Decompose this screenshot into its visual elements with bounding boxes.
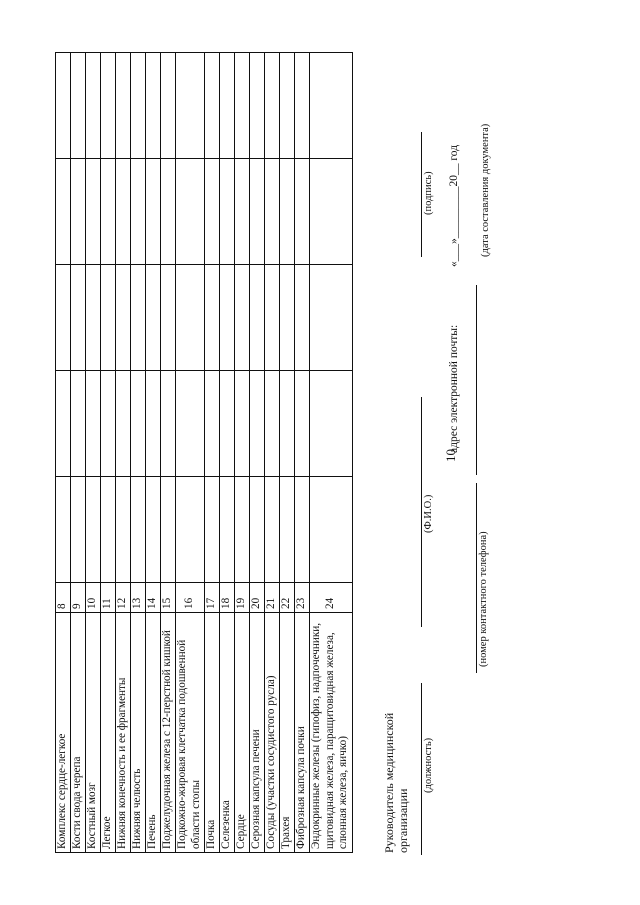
signature-title: Руководитель медицинской организации [382,712,410,853]
organ-name-cell: Легкое [101,613,116,853]
page-number: 10 [443,449,458,462]
row-number-cell: 20 [250,583,265,613]
phone-line [476,483,477,673]
empty-cell[interactable] [101,477,116,583]
row-number-cell: 21 [265,583,280,613]
organ-name-cell: Серозная капсула печени [250,613,265,853]
empty-cell[interactable] [161,53,176,159]
empty-cell[interactable] [265,159,280,265]
sign-line [421,132,422,257]
empty-cell[interactable] [265,477,280,583]
row-number-cell: 12 [116,583,131,613]
row-number-cell: 24 [310,583,353,613]
organ-name-cell: Кости свода черепа [71,613,86,853]
organ-name-cell: Комплекс сердце-легкое [56,613,71,853]
empty-cell[interactable] [146,53,161,159]
organ-name-cell: Нижняя конечность и ее фрагменты [116,613,131,853]
table-row [101,53,116,853]
empty-cell[interactable] [250,371,265,477]
empty-cell[interactable] [250,265,265,371]
empty-cell[interactable] [280,371,295,477]
name-caption: (Ф.И.О.) [423,494,434,533]
empty-cell[interactable] [295,477,310,583]
row-number-cell: 18 [220,583,235,613]
empty-cell[interactable] [56,53,71,159]
empty-cell[interactable] [295,371,310,477]
position-line [421,683,422,855]
organ-name-cell: Печень [146,613,161,853]
empty-cell[interactable] [86,159,101,265]
empty-cell[interactable] [56,265,71,371]
organs-table [55,52,353,853]
empty-cell[interactable] [220,265,235,371]
empty-cell[interactable] [116,371,131,477]
organ-name-cell: Сердце [235,613,250,853]
row-number-cell: 22 [280,583,295,613]
empty-cell[interactable] [86,265,101,371]
organ-name-cell: Трахея [280,613,295,853]
table-row [310,53,353,853]
empty-cell[interactable] [116,159,131,265]
empty-cell[interactable] [205,265,220,371]
position-caption: (должность) [423,737,434,793]
empty-cell[interactable] [235,159,250,265]
table-row [250,53,265,853]
empty-cell[interactable] [101,159,116,265]
row-number-cell: 23 [295,583,310,613]
empty-cell[interactable] [235,371,250,477]
name-line [421,397,422,627]
empty-cell[interactable] [161,265,176,371]
empty-cell[interactable] [71,371,86,477]
empty-cell[interactable] [265,53,280,159]
empty-cell[interactable] [265,265,280,371]
empty-cell[interactable] [295,265,310,371]
empty-cell[interactable] [71,265,86,371]
empty-cell[interactable] [280,159,295,265]
table-row [265,53,280,853]
organ-name-cell: Нижняя челюсть [131,613,146,853]
empty-cell[interactable] [56,477,71,583]
table-row [235,53,250,853]
empty-cell[interactable] [146,477,161,583]
organ-name-cell: Сосуды (участки сосудистого русла) [265,613,280,853]
phone-caption: (номер контактного телефона) [478,531,489,667]
organ-name-cell: Почка [205,613,220,853]
table-row [280,53,295,853]
empty-cell[interactable] [116,53,131,159]
empty-cell[interactable] [131,159,146,265]
empty-cell[interactable] [235,477,250,583]
row-number-cell: 11 [101,583,116,613]
empty-cell[interactable] [220,53,235,159]
empty-cell[interactable] [176,265,205,371]
row-number-cell: 9 [71,583,86,613]
empty-cell[interactable] [56,371,71,477]
row-number-cell: 16 [176,583,205,613]
organ-name-cell: Костный мозг [86,613,101,853]
empty-cell[interactable] [86,53,101,159]
sign-caption: (подпись) [423,171,434,215]
organ-name-cell: Поджелудочная железа с 12-перстной кишкой [161,613,176,853]
email-label: адрес электронной почты: [448,324,460,453]
empty-cell[interactable] [176,53,205,159]
organ-name-cell: Подкожно-жировая клетчатка подошвенной области стопы [176,613,205,853]
empty-cell[interactable] [146,159,161,265]
empty-cell[interactable] [205,159,220,265]
table-row [176,53,205,853]
empty-cell[interactable] [310,477,353,583]
empty-cell[interactable] [116,477,131,583]
empty-cell[interactable] [250,477,265,583]
table-row [161,53,176,853]
empty-cell[interactable] [310,53,353,159]
organs-table-body [56,53,353,853]
empty-cell[interactable] [280,53,295,159]
empty-cell[interactable] [220,477,235,583]
empty-cell[interactable] [101,53,116,159]
table-row [205,53,220,853]
empty-cell[interactable] [161,159,176,265]
empty-cell[interactable] [146,265,161,371]
empty-cell[interactable] [176,371,205,477]
table-row [86,53,101,853]
empty-cell[interactable] [71,159,86,265]
empty-cell[interactable] [161,371,176,477]
empty-cell[interactable] [86,371,101,477]
empty-cell[interactable] [250,159,265,265]
empty-cell[interactable] [131,265,146,371]
empty-cell[interactable] [220,159,235,265]
date-text: «___»_________20__ год [448,144,460,267]
empty-cell[interactable] [161,477,176,583]
empty-cell[interactable] [71,477,86,583]
empty-cell[interactable] [280,265,295,371]
empty-cell[interactable] [310,265,353,371]
empty-cell[interactable] [71,53,86,159]
table-row [131,53,146,853]
table-row [220,53,235,853]
empty-cell[interactable] [56,159,71,265]
row-number-cell: 10 [86,583,101,613]
table-row [116,53,131,853]
organ-name-cell: Селезенка [220,613,235,853]
table-row [56,53,71,853]
table-row [146,53,161,853]
row-number-cell: 8 [56,583,71,613]
empty-cell[interactable] [235,53,250,159]
empty-cell[interactable] [116,265,131,371]
date-caption: (дата составления документа) [480,123,491,257]
empty-cell[interactable] [265,371,280,477]
empty-cell[interactable] [310,159,353,265]
row-number-cell: 19 [235,583,250,613]
empty-cell[interactable] [176,159,205,265]
empty-cell[interactable] [220,371,235,477]
row-number-cell: 15 [161,583,176,613]
empty-cell[interactable] [310,371,353,477]
row-number-cell: 14 [146,583,161,613]
empty-cell[interactable] [295,159,310,265]
empty-cell[interactable] [131,477,146,583]
row-number-cell: 13 [131,583,146,613]
empty-cell[interactable] [205,371,220,477]
row-number-cell: 17 [205,583,220,613]
empty-cell[interactable] [131,371,146,477]
empty-cell[interactable] [146,371,161,477]
empty-cell[interactable] [295,53,310,159]
organ-name-cell: Фиброзная капсула почки [295,613,310,853]
empty-cell[interactable] [131,53,146,159]
empty-cell[interactable] [205,53,220,159]
table-row [71,53,86,853]
empty-cell[interactable] [205,477,220,583]
empty-cell[interactable] [250,53,265,159]
table-row [295,53,310,853]
empty-cell[interactable] [101,265,116,371]
empty-cell[interactable] [86,477,101,583]
empty-cell[interactable] [101,371,116,477]
email-line [476,285,477,475]
empty-cell[interactable] [176,477,205,583]
empty-cell[interactable] [280,477,295,583]
empty-cell[interactable] [235,265,250,371]
organ-name-cell: Эндокринные железы (гипофиз, надпочечники, щитовидная железа, паращитовидная железа, слюнная железа, яичко) [310,613,353,853]
